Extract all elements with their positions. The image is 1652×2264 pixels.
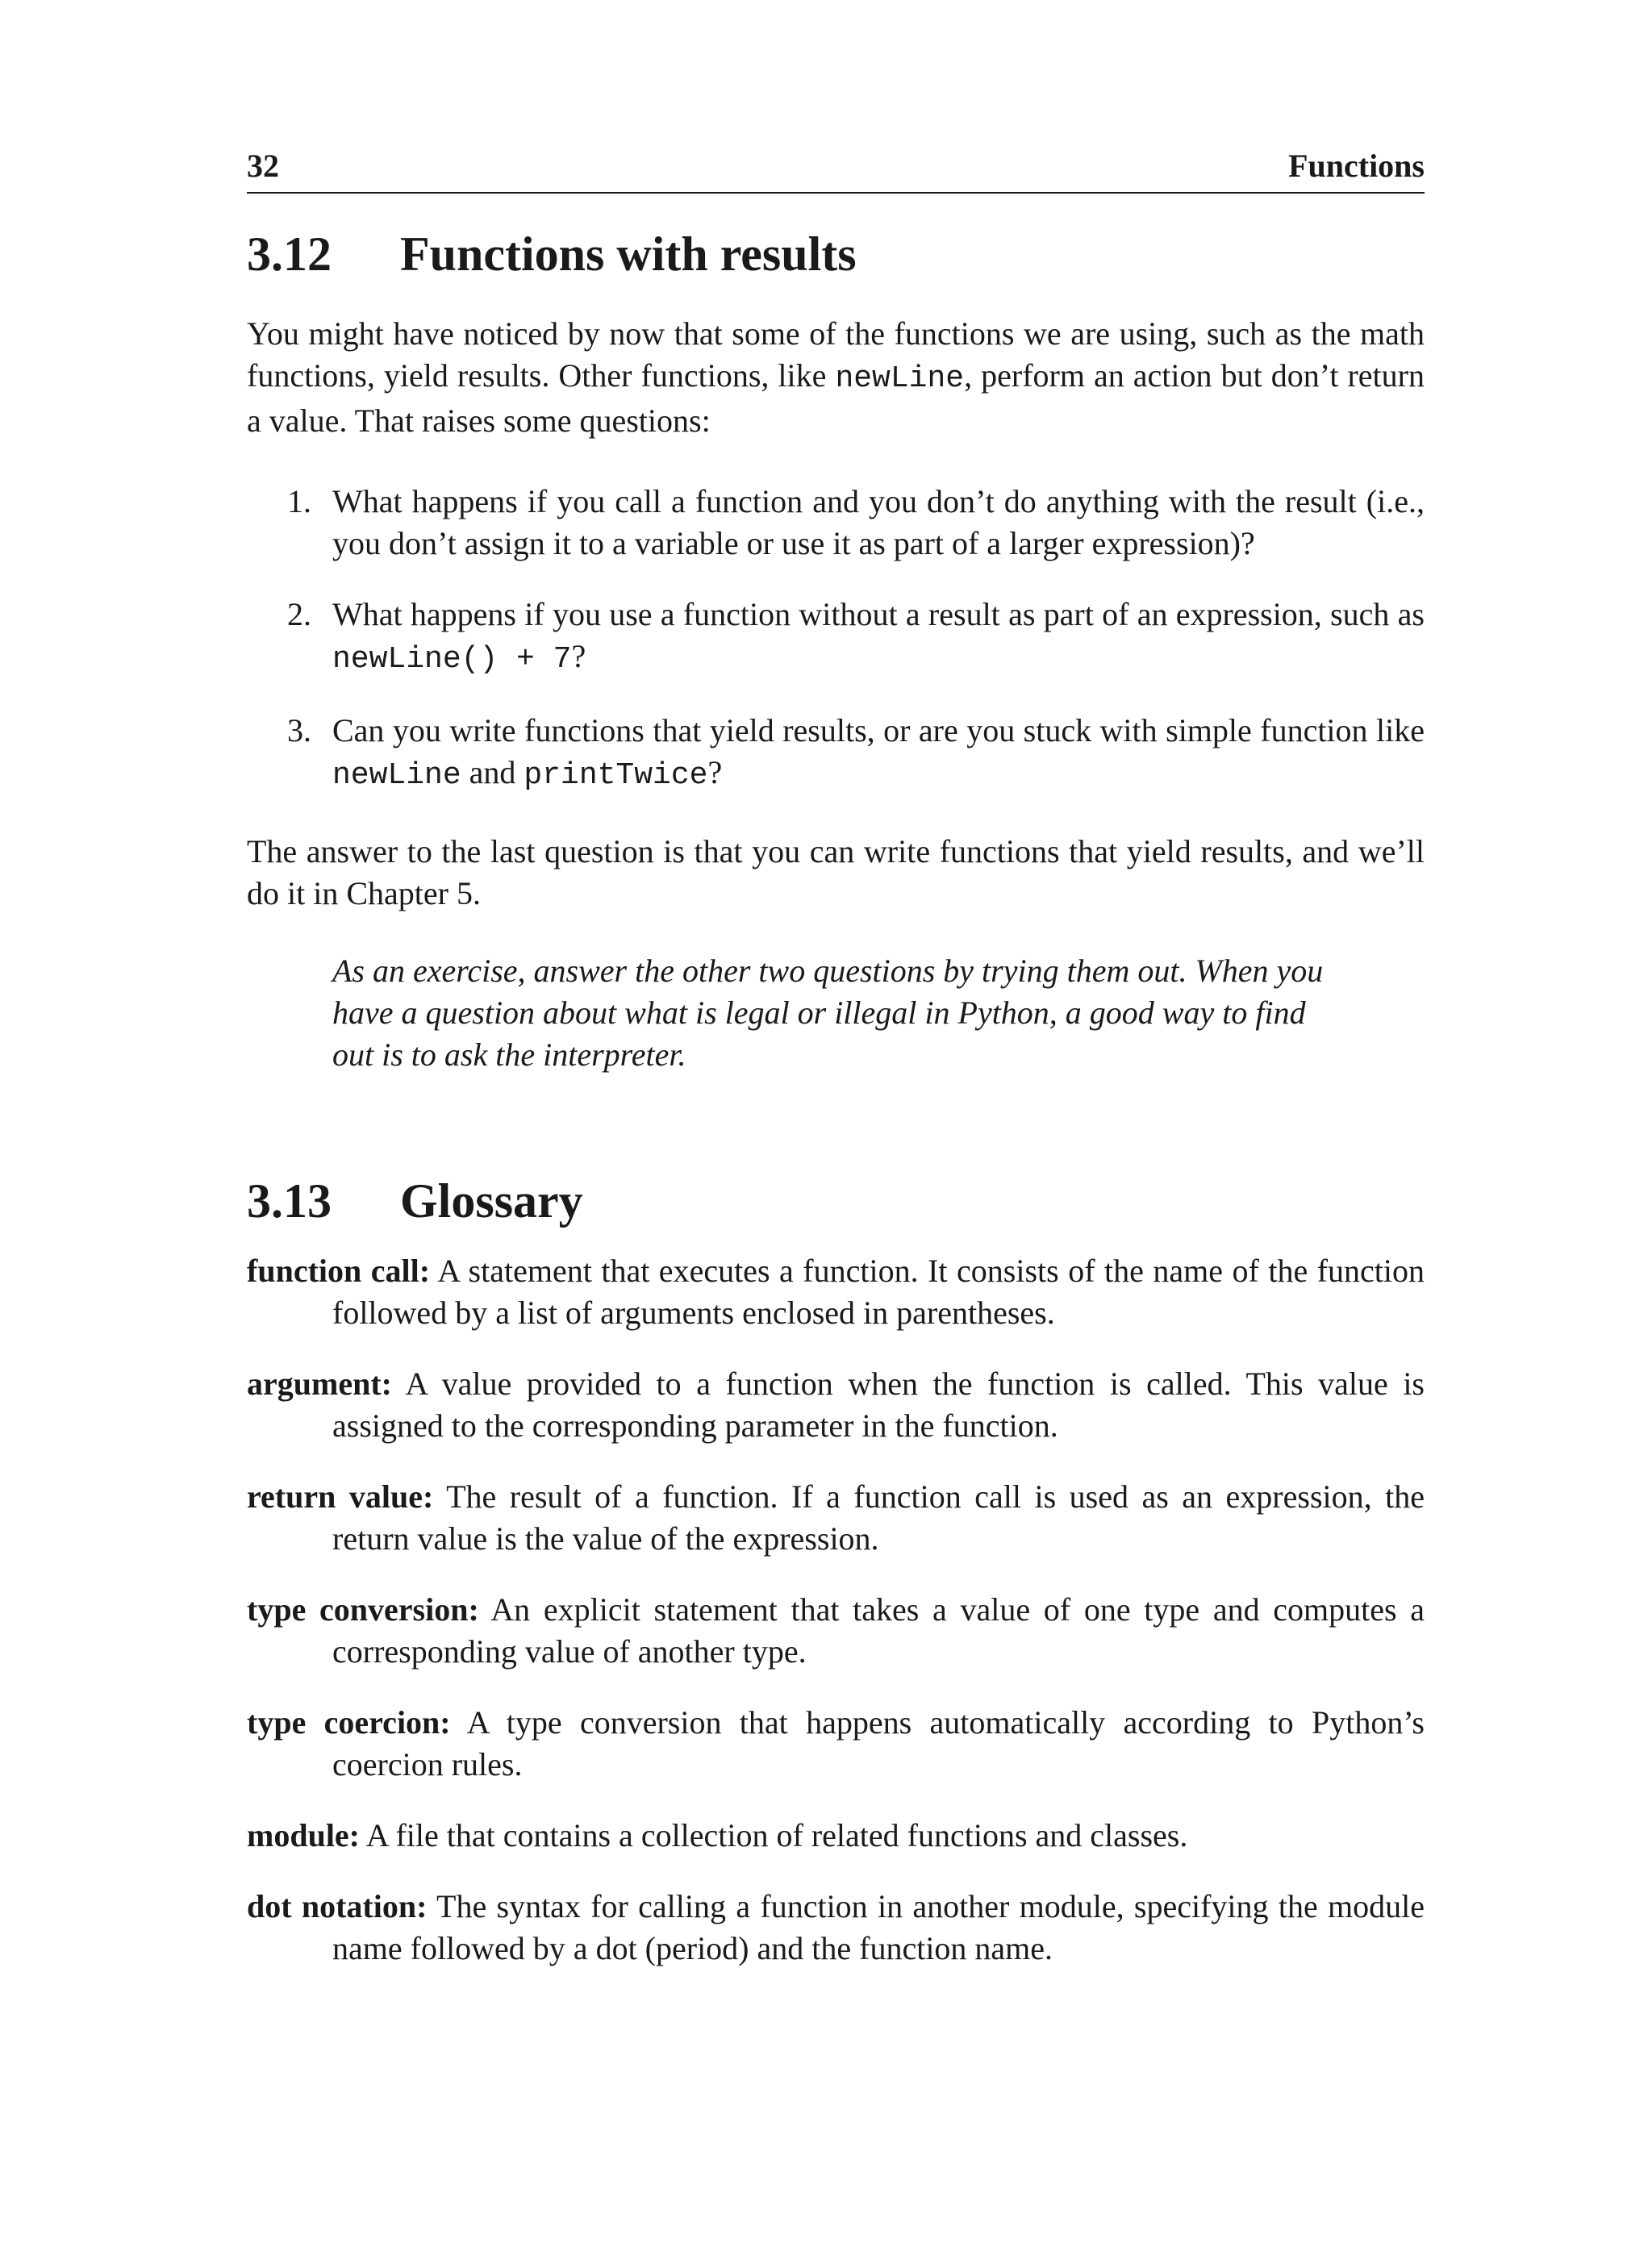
intro-text-2: , perform an action but don’t return a value. That raises some questions: <box>247 357 1425 439</box>
section-number: 3.12 <box>247 227 332 281</box>
glossary-definition: An explicit statement that takes a value of one type and computes a corresponding value of another type. <box>332 1591 1425 1670</box>
intro-text-1: You might have noticed by now that some of the functions we are using, such as the math functions, yield results. Other functions, like <box>247 315 1425 394</box>
answer-paragraph: The answer to the last question is that you can write functions that yield results, and we’ll do it in Chapter 5. <box>247 833 1425 911</box>
glossary-definition: A statement that executes a function. It consists of the name of the function followed by a list of arguments enclosed in parentheses. <box>332 1253 1425 1331</box>
question-item-1 <box>247 481 1425 565</box>
question-text-end: ? <box>707 754 723 790</box>
glossary-entry-return-value <box>247 1476 1425 1560</box>
section-number: 3.13 <box>247 1174 332 1228</box>
glossary-definition: A file that contains a collection of related functions and classes. <box>365 1817 1188 1853</box>
question-code-newline: newLine <box>332 758 461 793</box>
section-heading-functions-with-results <box>247 226 1425 282</box>
intro-code-newline: newLine <box>835 361 965 396</box>
question-item-3 <box>247 710 1425 797</box>
question-text: Can you write functions that yield results, or are you stuck with simple function like <box>332 712 1425 748</box>
question-text-mid: and <box>461 754 524 790</box>
glossary-term: type coercion: <box>247 1704 451 1741</box>
glossary-term: type conversion: <box>247 1591 479 1628</box>
running-header <box>247 145 1425 194</box>
intro-paragraph <box>247 313 1425 442</box>
glossary-term: return value: <box>247 1478 434 1515</box>
question-code-printtwice: printTwice <box>524 758 708 793</box>
section-title: Glossary <box>400 1174 583 1228</box>
question-text-end: ? <box>571 638 586 674</box>
question-item-2 <box>247 594 1425 681</box>
page-number: 32 <box>247 148 279 184</box>
glossary-term: module: <box>247 1817 360 1853</box>
glossary-entry-type-coercion <box>247 1702 1425 1786</box>
glossary-entry-type-conversion <box>247 1589 1425 1673</box>
chapter-title: Functions <box>1288 148 1425 184</box>
glossary-entry-module <box>247 1815 1425 1857</box>
glossary-term: argument: <box>247 1365 392 1402</box>
glossary-list <box>247 1250 1425 1970</box>
exercise-note: As an exercise, answer the other two questions by trying them out. When you have a question about what is legal or illegal in Python, a good way to find out is to ask the interpreter. <box>332 953 1324 1073</box>
glossary-definition: A value provided to a function when the function is called. This value is assigned to the corresponding parameter in the function. <box>332 1365 1425 1444</box>
question-code: newLine() + 7 <box>332 642 572 677</box>
question-number: 2. <box>287 596 311 632</box>
question-number: 1. <box>287 483 311 519</box>
glossary-definition: The result of a function. If a function call is used as an expression, the return value is the value of the expression. <box>332 1478 1425 1557</box>
question-text: What happens if you call a function and you don’t do anything with the result (i.e., you don’t assign it to a variable or use it as part of a larger expression)? <box>332 483 1425 561</box>
questions-list <box>247 481 1425 797</box>
question-number: 3. <box>287 712 311 748</box>
question-text: What happens if you use a function without a result as part of an expression, such as <box>332 596 1425 632</box>
glossary-term: dot notation: <box>247 1888 428 1924</box>
section-heading-glossary <box>247 1173 1425 1229</box>
glossary-entry-function-call <box>247 1250 1425 1334</box>
glossary-definition: A type conversion that happens automatically according to Python’s coercion rules. <box>332 1704 1425 1782</box>
glossary-entry-argument <box>247 1363 1425 1447</box>
page-content <box>247 145 1425 1999</box>
glossary-entry-dot-notation <box>247 1886 1425 1970</box>
section-title: Functions with results <box>400 227 857 281</box>
glossary-term: function call: <box>247 1253 431 1289</box>
glossary-definition: The syntax for calling a function in another module, specifying the module name followed by a dot (period) and the function name. <box>332 1888 1425 1966</box>
